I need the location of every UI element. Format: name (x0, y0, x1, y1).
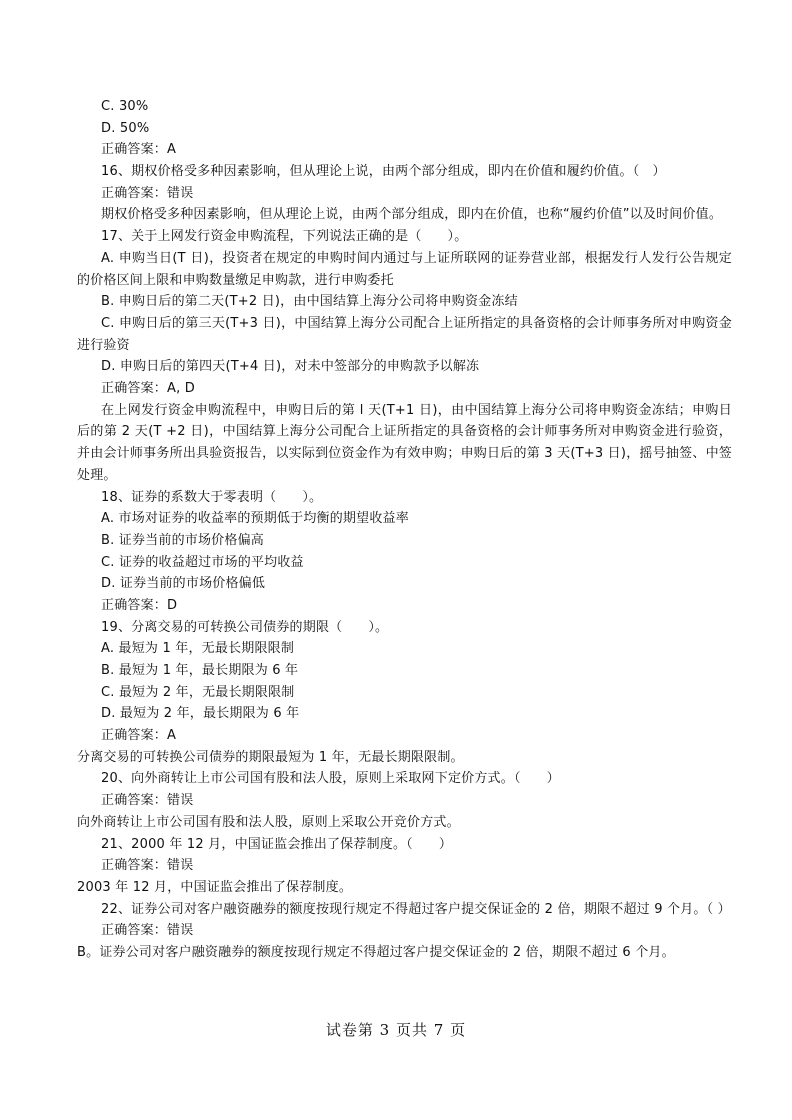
option-b: B. 申购日后的第二天(T+2 日)，由中国结算上海分公司将申购资金冻结 (101, 294, 518, 310)
answer-line: 正确答案：A, D (101, 381, 195, 397)
question-18: 18、证券的系数大于零表明（ ）。 (101, 489, 323, 505)
option-c: C. 申购日后的第三天(T+3 日)，中国结算上海分公司配合上证所指定的具备资格的会计师事务所对申购资金进行验资 (77, 315, 732, 353)
question-22: 22、证券公司对客户融资融券的额度按现行规定不得超过客户提交保证金的 2 倍，期限不超过 9 个月。（ ） (101, 901, 731, 917)
answer-line: 正确答案：D (101, 597, 178, 613)
explanation-22: B。证券公司对客户融资融券的额度按现行规定不得超过客户提交保证金的 2 倍，期限不超过 6 个月。 (77, 944, 675, 960)
explanation-20: 向外商转让上市公司国有股和法人股，原则上采取公开竞价方式。 (77, 814, 460, 830)
option-b: B. 最短为 1 年，最长期限为 6 年 (101, 663, 299, 679)
question-20: 20、向外商转让上市公司国有股和法人股，原则上采取网下定价方式。（ ） (101, 771, 560, 787)
option-a: A. 最短为 1 年，无最长期限限制 (101, 641, 295, 657)
option-d: D. 证券当前的市场价格偏低 (101, 576, 266, 592)
answer-line: 正确答案：错误 (101, 923, 194, 939)
option-b: B. 证券当前的市场价格偏高 (101, 532, 264, 548)
answer-line: 正确答案：A (101, 142, 177, 158)
question-16: 16、期权价格受多种因素影响，但从理论上说，由两个部分组成，即内在价值和履约价值。（ ） (101, 164, 666, 180)
page-footer: 试卷第 3 页共 7 页 (325, 1021, 467, 1039)
option-d: D. 50% (101, 120, 150, 136)
question-17: 17、关于上网发行资金申购流程，下列说法正确的是（ ）。 (101, 229, 468, 245)
explanation-16: 期权价格受多种因素影响，但从理论上说，由两个部分组成，即内在价值，也称“履约价值”以及时间价值。 (101, 207, 723, 223)
option-d: D. 最短为 2 年，最长期限为 6 年 (101, 706, 300, 722)
answer-line: 正确答案：错误 (101, 185, 194, 201)
answer-line: 正确答案：错误 (101, 858, 194, 874)
option-a: A. 市场对证券的收益率的预期低于均衡的期望收益率 (101, 511, 409, 527)
explanation-19: 分离交易的可转换公司债券的期限最短为 1 年，无最长期限限制。 (77, 749, 464, 765)
question-21: 21、2000 年 12 月，中国证监会推出了保荐制度。（ ） (101, 836, 453, 852)
option-c: C. 30% (101, 99, 149, 114)
option-c: C. 最短为 2 年，无最长期限限制 (101, 684, 295, 700)
question-19: 19、分离交易的可转换公司债券的期限（ ）。 (101, 619, 389, 635)
answer-line: 正确答案：错误 (101, 793, 194, 809)
option-c: C. 证券的收益超过市场的平均收益 (101, 554, 304, 570)
option-a: A. 申购当日(T 日)，投资者在规定的申购时间内通过与上证所联网的证券营业部，根据发行人发行公告规定的价格区间上限和申购数量缴足申购款，进行申购委托 (77, 250, 732, 288)
answer-line: 正确答案：A (101, 728, 177, 744)
exam-content (77, 96, 732, 964)
explanation-21: 2003 年 12 月，中国证监会推出了保荐制度。 (77, 879, 353, 895)
option-d: D. 申购日后的第四天(T+4 日)，对未中签部分的申购款予以解冻 (101, 359, 480, 375)
explanation-17: 在上网发行资金申购流程中，申购日后的第 l 天(T+1 日)，由中国结算上海分公司将申购资金冻结；申购日后的第 2 天(T +2 日)，中国结算上海分公司配合上证所指定的具备资格的会计师事务所对申购资金进行验资，并由会计师事务所出具验资报告，以实际到位资金作为有效申购；申购日后的第 3 天(T+3 日)，摇号抽签、中签处理。 (77, 402, 732, 483)
